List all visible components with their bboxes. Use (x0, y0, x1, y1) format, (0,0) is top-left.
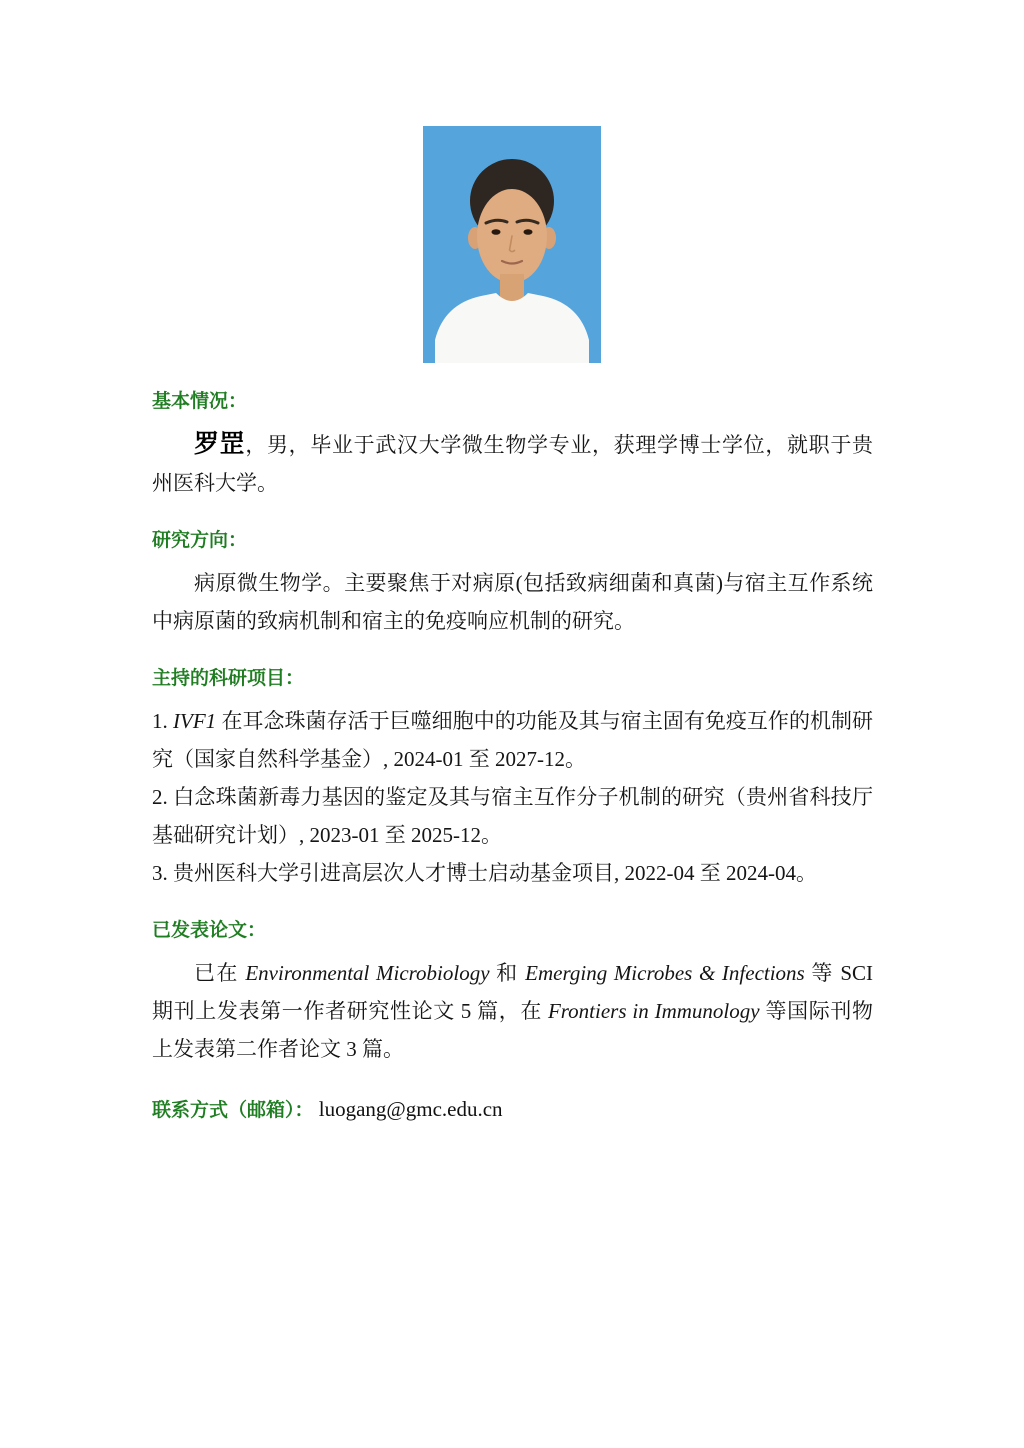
project-item-3 (152, 854, 873, 892)
contact-label: 联系方式（邮箱）： (152, 1100, 314, 1121)
research-direction-heading: 研究方向： (152, 530, 248, 551)
projects-heading: 主持的科研项目： (152, 668, 305, 689)
publications-text-3: 等 SCI 期刊上发表第一作者研究性论文 5 篇，在 (152, 961, 874, 1023)
section-research-direction (152, 530, 873, 640)
contact-email: luogang@gmc.edu.cn (318, 1097, 503, 1121)
portrait-illustration (423, 126, 601, 363)
project-item-2 (152, 778, 873, 854)
project-1-text: 在耳念珠菌存活于巨噬细胞中的功能及其与宿主固有免疫互作的机制研究（国家自然科学基金）, 2024-01 至 2027-12。 (152, 709, 874, 771)
basic-info-text: ，男，毕业于武汉大学微生物学专业，获理学博士学位，就职于贵州医科大学。 (152, 433, 873, 495)
person-name: 罗罡 (194, 430, 246, 458)
journal-name-1: Environmental Microbiology (245, 961, 490, 985)
publications-text-4: 等国际刊物上发表第二作者论文 3 篇。 (152, 999, 873, 1061)
journal-name-3: Frontiers in Immunology (547, 999, 760, 1023)
contact-line (152, 1096, 873, 1124)
publications-text-1: 已在 (194, 961, 246, 985)
project-1-number: 1. (152, 709, 174, 733)
portrait-photo (423, 126, 601, 363)
journal-name-2: Emerging Microbes & Infections (525, 961, 805, 985)
section-basic-info (152, 391, 873, 502)
document-body (0, 391, 1024, 1124)
project-3-text: 贵州医科大学引进高层次人才博士启动基金项目, 2022-04 至 2024-04。 (173, 861, 817, 885)
left-eye (492, 229, 501, 235)
right-eye (524, 229, 533, 235)
section-projects (152, 668, 873, 892)
publications-paragraph (152, 954, 873, 1068)
project-2-number: 2. (152, 785, 174, 809)
research-direction-paragraph: 病原微生物学。主要聚焦于对病原(包括致病细菌和真菌)与宿主互作系统中病原菌的致病机制和宿主的免疫响应机制的研究。 (152, 571, 873, 633)
section-publications (152, 920, 873, 1068)
project-2-text: 白念珠菌新毒力基因的鉴定及其与宿主互作分子机制的研究（贵州省科技厅基础研究计划）, 2023-01 至 2025-12。 (152, 785, 874, 847)
basic-info-heading: 基本情况： (152, 391, 248, 412)
project-1-gene-name: IVF1 (173, 709, 217, 733)
basic-info-paragraph (152, 425, 873, 502)
project-item-1 (152, 702, 873, 778)
project-3-number: 3. (152, 861, 173, 885)
publications-text-2: 和 (489, 961, 526, 985)
publications-heading: 已发表论文： (152, 920, 267, 941)
